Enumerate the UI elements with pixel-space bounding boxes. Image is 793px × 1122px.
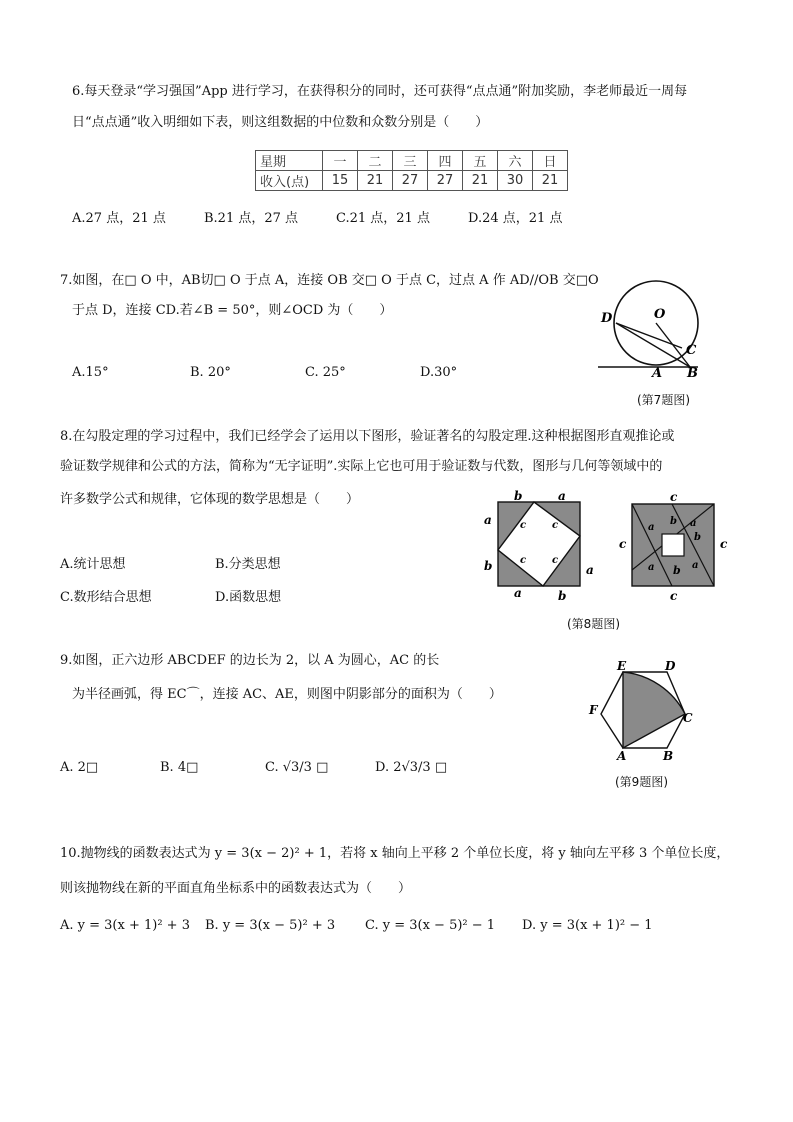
q7-option-d[interactable]: D.30° [420,365,458,380]
label-d: D [601,311,613,326]
q7-option-b[interactable]: B. 20° [190,365,231,380]
label-a: a [586,563,594,577]
q10-option-d[interactable]: D. y = 3(x + 1)² − 1 [522,918,653,933]
q8-option-a[interactable]: A.统计思想 [60,557,126,572]
label-b: b [558,589,567,603]
label-c: c [520,520,527,531]
label-a: a [558,490,566,503]
q9-hexagon-figure [585,658,697,762]
q10-text-line2: 则该抛物线在新的平面直角坐标系中的函数表达式为（ ） [60,881,412,896]
label-b: b [694,532,701,543]
label-a: a [648,522,655,533]
label-c: c [670,589,678,603]
q9-figure-caption: (第9题图) [615,775,668,789]
q8-text-line1: 8.在勾股定理的学习过程中，我们已经学会了运用以下图形，验证著名的勾股定理.这种根据图形直观推论或 [60,429,675,444]
table-cell: 五 [463,151,498,171]
label-c: c [552,520,559,531]
q10-option-b[interactable]: B. y = 3(x − 5)² + 3 [205,918,336,933]
q8-text-line3: 许多数学公式和规律，它体现的数学思想是（ ） [60,492,360,507]
table-cell: 27 [393,171,428,191]
q7-option-c[interactable]: C. 25° [305,365,346,380]
label-o: O [654,307,666,322]
table-cell: 15 [323,171,358,191]
income-table [255,150,568,191]
q6-option-a[interactable]: A.27 点，21 点 [72,211,166,226]
table-cell: 一 [323,151,358,171]
q7-text-line1: 7.如图，在□ O 中，AB切□ O 于点 A，连接 OB 交□ O 于点 C，过点 A 作 AD//OB 交□O [60,273,599,288]
label-a: a [690,518,697,529]
label-c: C [686,343,697,358]
label-c: c [670,490,678,504]
q6-option-c[interactable]: C.21 点，21 点 [336,211,430,226]
label-b: b [484,559,493,573]
table-header-cell: 星期 [256,151,323,171]
q10-text-line1: 10.抛物线的函数表达式为 y = 3(x − 2)² + 1，若将 x 轴向上平移 2 个单位长度，将 y 轴向左平移 3 个单位长度， [60,846,730,861]
q7-option-a[interactable]: A.15° [72,365,109,380]
q8-option-d[interactable]: D.函数思想 [215,590,282,605]
label-a: a [692,560,699,571]
label-c: c [619,537,627,551]
q8-option-c[interactable]: C.数形结合思想 [60,590,152,605]
line-ob [656,323,690,367]
table-cell: 四 [428,151,463,171]
q8-left-square [498,502,580,586]
label-c: c [520,555,527,566]
q8-proof-figures [480,490,740,604]
table-row [256,171,568,191]
q6-option-d[interactable]: D.24 点，21 点 [468,211,563,226]
q9-text-line2: 为半径画弧，得 EC⌒，连接 AC、AE，则图中阴影部分的面积为（ ） [72,687,502,702]
q9-option-a[interactable]: A. 2□ [60,760,99,775]
label-b: b [670,516,677,527]
q9-text-line1: 9.如图，正六边形 ABCDEF 的边长为 2，以 A 为圆心，AC 的长 [60,653,440,668]
q6-text-line1: 6.每天登录“学习强国”App 进行学习，在获得积分的同时，还可获得“点点通”附加奖励，李老师最近一周每 [72,84,688,99]
table-cell: 21 [463,171,498,191]
table-cell: 21 [358,171,393,191]
q6-text-line2: 日“点点通”收入明细如下表，则这组数据的中位数和众数分别是（ ） [72,115,489,130]
label-a: a [648,562,655,573]
table-cell: 三 [393,151,428,171]
q7-figure-caption: (第7题图) [637,393,690,407]
label-c: C [683,711,693,725]
label-c: c [552,555,559,566]
label-c: c [720,537,728,551]
label-b: B [663,749,674,762]
q7-circle-figure [598,280,708,378]
label-a: A [652,366,663,378]
q7-text-line2: 于点 D，连接 CD.若∠B = 50°，则∠OCD 为（ ） [72,303,393,318]
label-a: A [617,749,627,762]
q6-option-b[interactable]: B.21 点，27 点 [204,211,299,226]
table-cell: 二 [358,151,393,171]
label-b: B [687,366,698,378]
label-d: D [665,659,676,673]
line-ad [616,323,690,367]
shaded-sector [623,672,685,748]
label-b: b [514,490,523,503]
q10-option-a[interactable]: A. y = 3(x + 1)² + 3 [60,918,190,933]
q9-option-b[interactable]: B. 4□ [160,760,199,775]
table-cell: 六 [498,151,533,171]
table-cell: 27 [428,171,463,191]
label-a: a [514,586,522,600]
q8-text-line2: 验证数学规律和公式的方法，简称为“无字证明”.实际上它也可用于验证数与代数，图形与几何等领域中的 [60,459,663,474]
q9-option-d[interactable]: D. 2√3/3 □ [375,760,448,775]
table-cell: 30 [498,171,533,191]
label-a: a [484,513,492,527]
table-header-cell: 收入(点) [256,171,323,191]
q10-option-c[interactable]: C. y = 3(x − 5)² − 1 [365,918,496,933]
label-b: b [673,564,681,577]
q8-figure-caption: (第8题图) [567,617,620,631]
table-cell: 21 [533,171,568,191]
q8-option-b[interactable]: B.分类思想 [215,557,281,572]
table-row [256,151,568,171]
label-e: E [617,659,627,673]
q9-option-c[interactable]: C. √3/3 □ [265,760,329,775]
label-f: F [589,703,598,717]
table-cell: 日 [533,151,568,171]
